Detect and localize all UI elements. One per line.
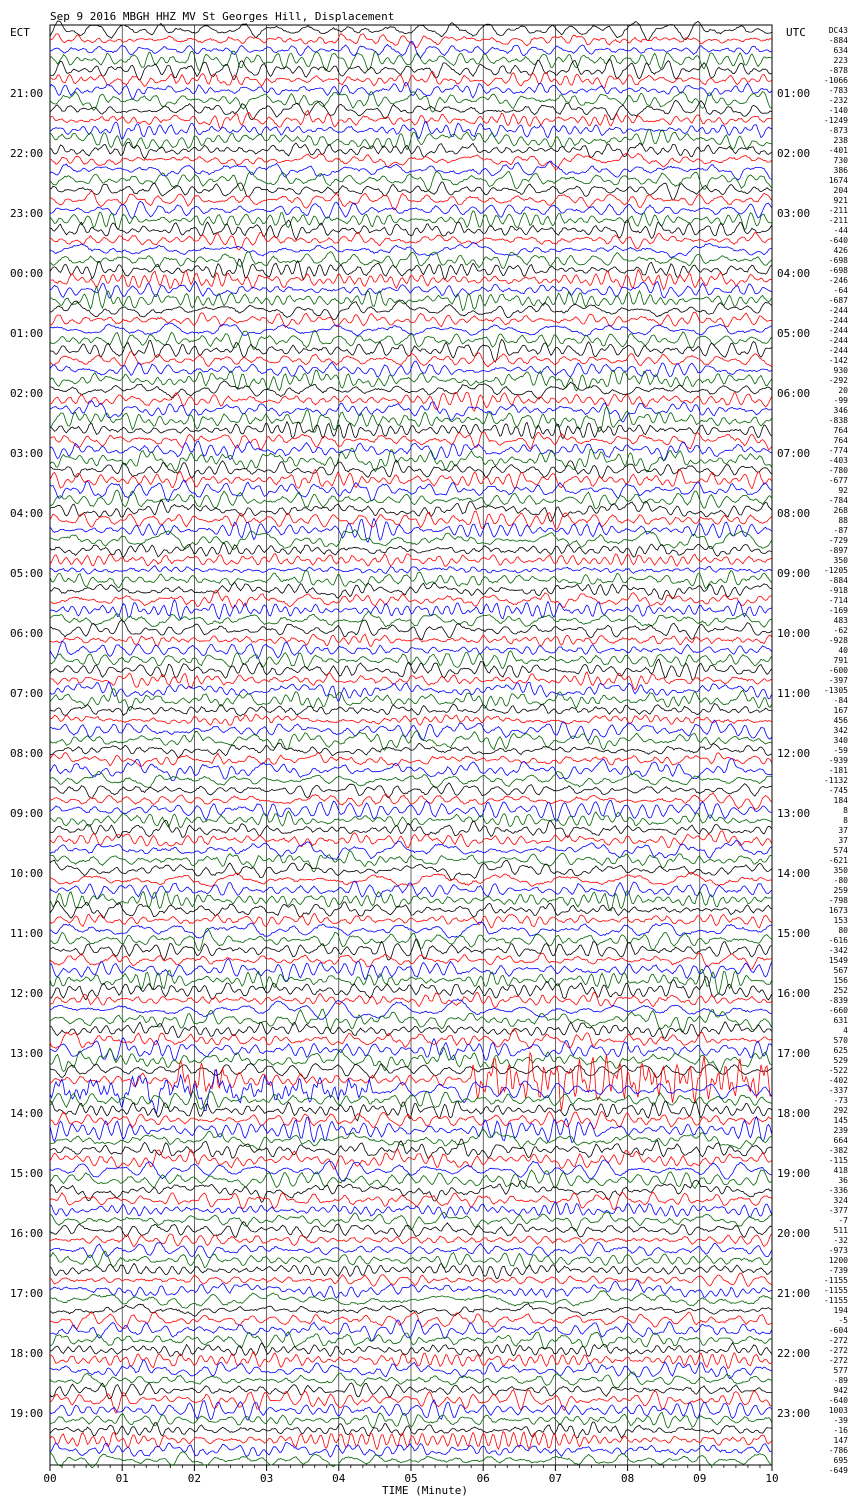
left-hour-label: 10:00: [10, 867, 44, 880]
trace-offset-label: -774: [828, 446, 848, 455]
trace-offset-label: 764: [833, 436, 848, 445]
trace-offset-label: -337: [828, 1086, 848, 1095]
left-hour-label: 15:00: [10, 1167, 44, 1180]
x-axis-label: TIME (Minute): [381, 1484, 469, 1497]
left-hour-label: 02:00: [10, 387, 44, 400]
trace-offset-label: -7: [838, 1216, 848, 1225]
trace-offset-label: -897: [828, 546, 848, 555]
trace-offset-label: -140: [828, 106, 848, 115]
right-hour-label: 09:00: [777, 567, 811, 580]
trace-offset-label: 37: [838, 836, 848, 845]
trace-offset-label: 386: [833, 166, 848, 175]
left-hour-label: 17:00: [10, 1287, 44, 1300]
trace-offset-label: 36: [838, 1176, 848, 1185]
right-hour-label: 01:00: [777, 87, 811, 100]
right-hour-label: 13:00: [777, 807, 811, 820]
left-hour-label: 07:00: [10, 687, 44, 700]
trace-offset-label: 223: [833, 56, 848, 65]
trace-offset-label: -292: [828, 376, 848, 385]
trace-offset-label: -401: [828, 146, 848, 155]
trace-offset-label: 342: [833, 726, 848, 735]
trace-offset-labels: [824, 26, 848, 1475]
trace-offset-label: -73: [833, 1096, 848, 1105]
trace-offset-label: -336: [828, 1186, 848, 1195]
trace-offset-label: -783: [828, 86, 848, 95]
x-tick-label: 09: [693, 1472, 707, 1485]
trace-offset-label: -397: [828, 676, 848, 685]
trace-offset-label: -640: [828, 236, 848, 245]
right-hour-label: 02:00: [777, 147, 811, 160]
trace-offset-label: -211: [828, 206, 848, 215]
trace-offset-label: -798: [828, 896, 848, 905]
trace-offset-label: -918: [828, 586, 848, 595]
trace-offset-label: -44: [833, 226, 848, 235]
right-hour-label: 07:00: [777, 447, 811, 460]
trace-offset-label: -84: [833, 696, 848, 705]
trace-offset-label: 346: [833, 406, 848, 415]
chart-title: Sep 9 2016 MBGH HHZ MV St Georges Hill, Displacement: [50, 10, 395, 23]
x-tick-label: 08: [620, 1472, 635, 1485]
trace-offset-label: -16: [833, 1426, 848, 1435]
trace-offset-label: -272: [828, 1346, 848, 1355]
trace-offset-label: -745: [828, 786, 848, 795]
trace-offset-label: 664: [833, 1136, 848, 1145]
right-hour-label: 17:00: [777, 1047, 811, 1060]
trace-offset-label: -1249: [823, 116, 848, 125]
trace-offset-label: -32: [833, 1236, 848, 1245]
trace-offset-label: 8: [843, 816, 848, 825]
trace-offset-label: 268: [833, 506, 848, 515]
trace-offset-label: -62: [833, 626, 848, 635]
trace-offset-label: 1549: [828, 956, 848, 965]
left-hour-label: 06:00: [10, 627, 44, 640]
trace-offset-label: 730: [833, 156, 848, 165]
trace-offset-label: 1003: [828, 1406, 848, 1415]
right-hour-label: 19:00: [777, 1167, 811, 1180]
right-hour-label: 12:00: [777, 747, 811, 760]
trace-offset-label: -1066: [823, 76, 848, 85]
x-tick-label: 04: [332, 1472, 346, 1485]
left-hour-label: 23:00: [10, 207, 44, 220]
trace-offset-label: -698: [828, 266, 848, 275]
left-hour-label: 13:00: [10, 1047, 44, 1060]
trace-offset-label: 350: [833, 866, 848, 875]
trace-offset-label: -939: [828, 756, 848, 765]
trace-offset-label: 167: [833, 706, 848, 715]
right-hour-label: 18:00: [777, 1107, 811, 1120]
trace-offset-label: -784: [828, 496, 848, 505]
trace-offset-label: 8: [843, 806, 848, 815]
trace-offset-label: -838: [828, 416, 848, 425]
trace-offset-label: 252: [833, 986, 848, 995]
left-hour-label: 03:00: [10, 447, 44, 460]
right-hour-label: 06:00: [777, 387, 811, 400]
left-hour-label: 14:00: [10, 1107, 44, 1120]
trace-offset-label: 292: [833, 1106, 848, 1115]
trace-offset-label: 324: [833, 1196, 848, 1205]
right-hour-label: 21:00: [777, 1287, 811, 1300]
trace-offset-label: 631: [833, 1016, 848, 1025]
right-hour-label: 11:00: [777, 687, 811, 700]
trace-offset-label: -80: [833, 876, 848, 885]
left-hour-label: 19:00: [10, 1407, 44, 1420]
trace-offset-label: -64: [833, 286, 848, 295]
x-tick-label: 05: [404, 1472, 418, 1485]
trace-offset-label: -402: [828, 1076, 848, 1085]
trace-offset-label: 570: [833, 1036, 848, 1045]
trace-offset-label: -272: [828, 1336, 848, 1345]
left-hour-label: 22:00: [10, 147, 44, 160]
trace-offset-label: -884: [828, 36, 848, 45]
left-hour-label: 18:00: [10, 1347, 44, 1360]
trace-offset-label: 194: [833, 1306, 848, 1315]
trace-offset-label: -115: [828, 1156, 848, 1165]
trace-offset-label: -1205: [823, 566, 848, 575]
trace-offset-label: -687: [828, 296, 848, 305]
trace-offset-label: -928: [828, 636, 848, 645]
left-hour-label: 21:00: [10, 87, 44, 100]
trace-offset-label: 20: [838, 386, 848, 395]
trace-offset-label: 1674: [828, 176, 848, 185]
trace-offset-label: 791: [833, 656, 848, 665]
trace-offset-label: -1155: [823, 1286, 848, 1295]
trace-offset-label: -1305: [823, 686, 848, 695]
left-hour-label: 16:00: [10, 1227, 44, 1240]
right-hour-label: 22:00: [777, 1347, 811, 1360]
trace-offset-label: 239: [833, 1126, 848, 1135]
trace-offset-label: -698: [828, 256, 848, 265]
trace-offset-label: -244: [828, 306, 848, 315]
trace-offset-label: -342: [828, 946, 848, 955]
trace-offset-label: 764: [833, 426, 848, 435]
left-hour-label: 09:00: [10, 807, 44, 820]
x-tick-label: 10: [765, 1472, 779, 1485]
trace-offset-label: 483: [833, 616, 848, 625]
right-axis-label-utc: UTC: [786, 26, 806, 39]
trace-offset-label: -59: [833, 746, 848, 755]
trace-offset-label: -89: [833, 1376, 848, 1385]
trace-offset-label: -739: [828, 1266, 848, 1275]
trace-offset-label: -604: [828, 1326, 848, 1335]
trace-offset-label: -621: [828, 856, 848, 865]
trace-offset-label: 426: [833, 246, 848, 255]
trace-offset-label: -246: [828, 276, 848, 285]
trace-offset-label: -786: [828, 1446, 848, 1455]
trace-offset-label: 1673: [828, 906, 848, 915]
right-hour-label: 16:00: [777, 987, 811, 1000]
trace-offset-label: -616: [828, 936, 848, 945]
trace-offset-label: 350: [833, 556, 848, 565]
trace-offset-label: -211: [828, 216, 848, 225]
trace-offset-label: -649: [828, 1466, 848, 1475]
left-hour-label: 11:00: [10, 927, 44, 940]
trace-offset-label: -244: [828, 336, 848, 345]
trace-offset-label: 92: [838, 486, 848, 495]
trace-offset-label: -839: [828, 996, 848, 1005]
left-axis-label-ect: ECT: [10, 26, 30, 39]
trace-offset-label: -377: [828, 1206, 848, 1215]
trace-offset-label: 80: [838, 926, 848, 935]
trace-offset-label: -714: [828, 596, 848, 605]
trace-offset-label: -244: [828, 326, 848, 335]
trace-offset-label: -1155: [823, 1296, 848, 1305]
right-hour-label: 15:00: [777, 927, 811, 940]
trace-offset-label: 1200: [828, 1256, 848, 1265]
trace-offset-label: -873: [828, 126, 848, 135]
trace-offset-label: 340: [833, 736, 848, 745]
trace-offset-label: -99: [833, 396, 848, 405]
x-tick-label: 00: [43, 1472, 57, 1485]
trace-offset-label: 574: [833, 846, 848, 855]
x-tick-label: 07: [548, 1472, 563, 1485]
trace-offset-label: -522: [828, 1066, 848, 1075]
trace-offset-label: 156: [833, 976, 848, 985]
trace-offset-label: -382: [828, 1146, 848, 1155]
trace-offset-label: 456: [833, 716, 848, 725]
trace-offset-label: -878: [828, 66, 848, 75]
trace-offset-label: 37: [838, 826, 848, 835]
trace-offset-label: 238: [833, 136, 848, 145]
right-hour-label: 23:00: [777, 1407, 811, 1420]
trace-offset-label: -660: [828, 1006, 848, 1015]
left-hour-label: 01:00: [10, 327, 44, 340]
trace-offset-label: -232: [828, 96, 848, 105]
trace-offset-label: -39: [833, 1416, 848, 1425]
trace-offset-label: -1155: [823, 1276, 848, 1285]
trace-offset-label: 40: [838, 646, 848, 655]
trace-offset-label: -884: [828, 576, 848, 585]
trace-offset-label: -1132: [823, 776, 848, 785]
left-hour-label: 04:00: [10, 507, 44, 520]
trace-offset-label: 204: [833, 186, 848, 195]
right-hour-label: 20:00: [777, 1227, 811, 1240]
x-tick-label: 06: [476, 1472, 490, 1485]
right-hour-label: 08:00: [777, 507, 811, 520]
trace-offset-label: -600: [828, 666, 848, 675]
trace-offset-label: 921: [833, 196, 848, 205]
trace-offset-label: -677: [828, 476, 848, 485]
trace-offset-label: -780: [828, 466, 848, 475]
right-hour-label: 04:00: [777, 267, 811, 280]
trace-offset-label: -403: [828, 456, 848, 465]
trace-offset-label: -729: [828, 536, 848, 545]
trace-offset-label: 88: [838, 516, 848, 525]
trace-offset-label: 529: [833, 1056, 848, 1065]
trace-offset-label: 259: [833, 886, 848, 895]
x-tick-label: 01: [115, 1472, 129, 1485]
right-hour-label: 10:00: [777, 627, 811, 640]
trace-offset-label: -5: [838, 1316, 848, 1325]
left-hour-label: 08:00: [10, 747, 44, 760]
trace-offset-label: 145: [833, 1116, 848, 1125]
left-hour-label: 05:00: [10, 567, 44, 580]
right-hour-label: 03:00: [777, 207, 811, 220]
right-hour-labels: [777, 87, 810, 1420]
trace-offset-label: 942: [833, 1386, 848, 1395]
trace-offset-label: 153: [833, 916, 848, 925]
trace-offset-label: 511: [833, 1226, 848, 1235]
trace-offset-label: -272: [828, 1356, 848, 1365]
trace-offset-label: -244: [828, 346, 848, 355]
left-hour-label: 12:00: [10, 987, 44, 1000]
x-tick-label: 02: [187, 1472, 202, 1485]
right-hour-label: 14:00: [777, 867, 811, 880]
trace-offset-label: -181: [828, 766, 848, 775]
trace-offset-label: -169: [828, 606, 848, 615]
trace-offset-label: DC43: [828, 26, 848, 35]
trace-offset-label: 184: [833, 796, 848, 805]
trace-offset-label: -973: [828, 1246, 848, 1255]
left-hour-label: 00:00: [10, 267, 44, 280]
trace-offset-label: 577: [833, 1366, 848, 1375]
trace-offset-label: -142: [828, 356, 848, 365]
trace-offset-label: 147: [833, 1436, 848, 1445]
trace-offset-label: 930: [833, 366, 848, 375]
trace-offset-label: 695: [833, 1456, 848, 1465]
trace-offset-label: 625: [833, 1046, 848, 1055]
trace-offset-label: -244: [828, 316, 848, 325]
trace-offset-label: 567: [833, 966, 848, 975]
left-hour-labels: [10, 87, 43, 1420]
x-axis-ticks: [43, 1465, 778, 1485]
trace-offset-label: 4: [843, 1026, 848, 1035]
trace-offset-label: 634: [833, 46, 848, 55]
trace-offset-label: 418: [833, 1166, 848, 1175]
trace-offset-label: -87: [833, 526, 848, 535]
right-hour-label: 05:00: [777, 327, 811, 340]
x-tick-label: 03: [259, 1472, 274, 1485]
trace-offset-label: -640: [828, 1396, 848, 1405]
